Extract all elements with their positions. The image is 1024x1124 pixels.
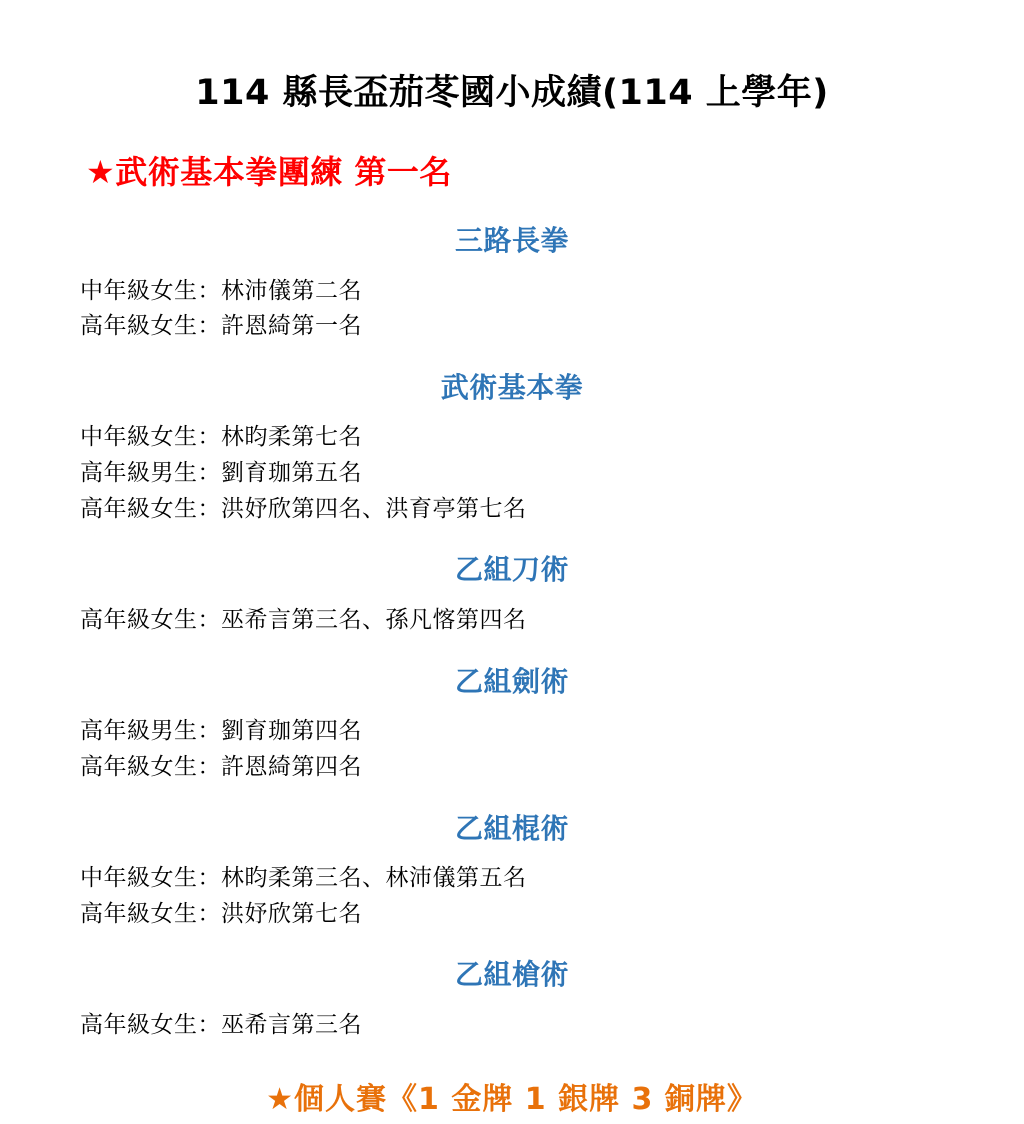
result-line: 高年級女生：洪妤欣第七名	[80, 900, 362, 927]
result-line: 高年級女生：巫希言第三名	[80, 1011, 362, 1038]
event-entries	[0, 845, 1024, 932]
result-line: 高年級女生：洪妤欣第四名、洪育亭第七名	[80, 495, 527, 522]
result-line: 高年級女生：許恩綺第四名	[80, 753, 362, 780]
result-line: 中年級女生：林昀柔第三名、林沛儀第五名	[80, 865, 527, 892]
event-section	[0, 192, 1024, 345]
result-line: 高年級女生：許恩綺第一名	[80, 313, 362, 340]
result-line: 高年級男生：劉育珈第五名	[80, 460, 362, 487]
event-title: 乙組棍術	[454, 811, 569, 845]
event-title: 乙組槍術	[454, 958, 569, 992]
event-title: 乙組刀術	[454, 553, 569, 587]
event-section	[0, 345, 1024, 528]
result-line: 中年級女生：林昀柔第七名	[80, 424, 362, 451]
event-section	[0, 786, 1024, 933]
event-title: 三路長拳	[454, 224, 569, 257]
result-line: 中年級女生：林沛儀第二名	[80, 277, 362, 304]
page-title: 114 縣長盃茄苳國小成績(114 上學年)	[195, 73, 829, 113]
event-entries	[0, 258, 1024, 345]
event-section	[0, 527, 1024, 638]
team-award-heading: ★武術基本拳團練 第一名	[86, 153, 452, 191]
event-title: 乙組劍術	[454, 664, 569, 698]
event-section	[0, 932, 1024, 1043]
result-line: 高年級男生：劉育珈第四名	[80, 718, 362, 745]
event-entries	[0, 992, 1024, 1044]
individual-award-heading: ★個人賽《1 金牌 1 銀牌 3 銅牌》	[266, 1081, 758, 1117]
event-entries	[0, 404, 1024, 527]
event-section	[0, 639, 1024, 786]
event-entries	[0, 587, 1024, 639]
event-title: 武術基本拳	[440, 370, 584, 404]
result-line: 高年級女生：巫希言第三名、孫凡愘第四名	[80, 606, 527, 633]
event-entries	[0, 698, 1024, 785]
